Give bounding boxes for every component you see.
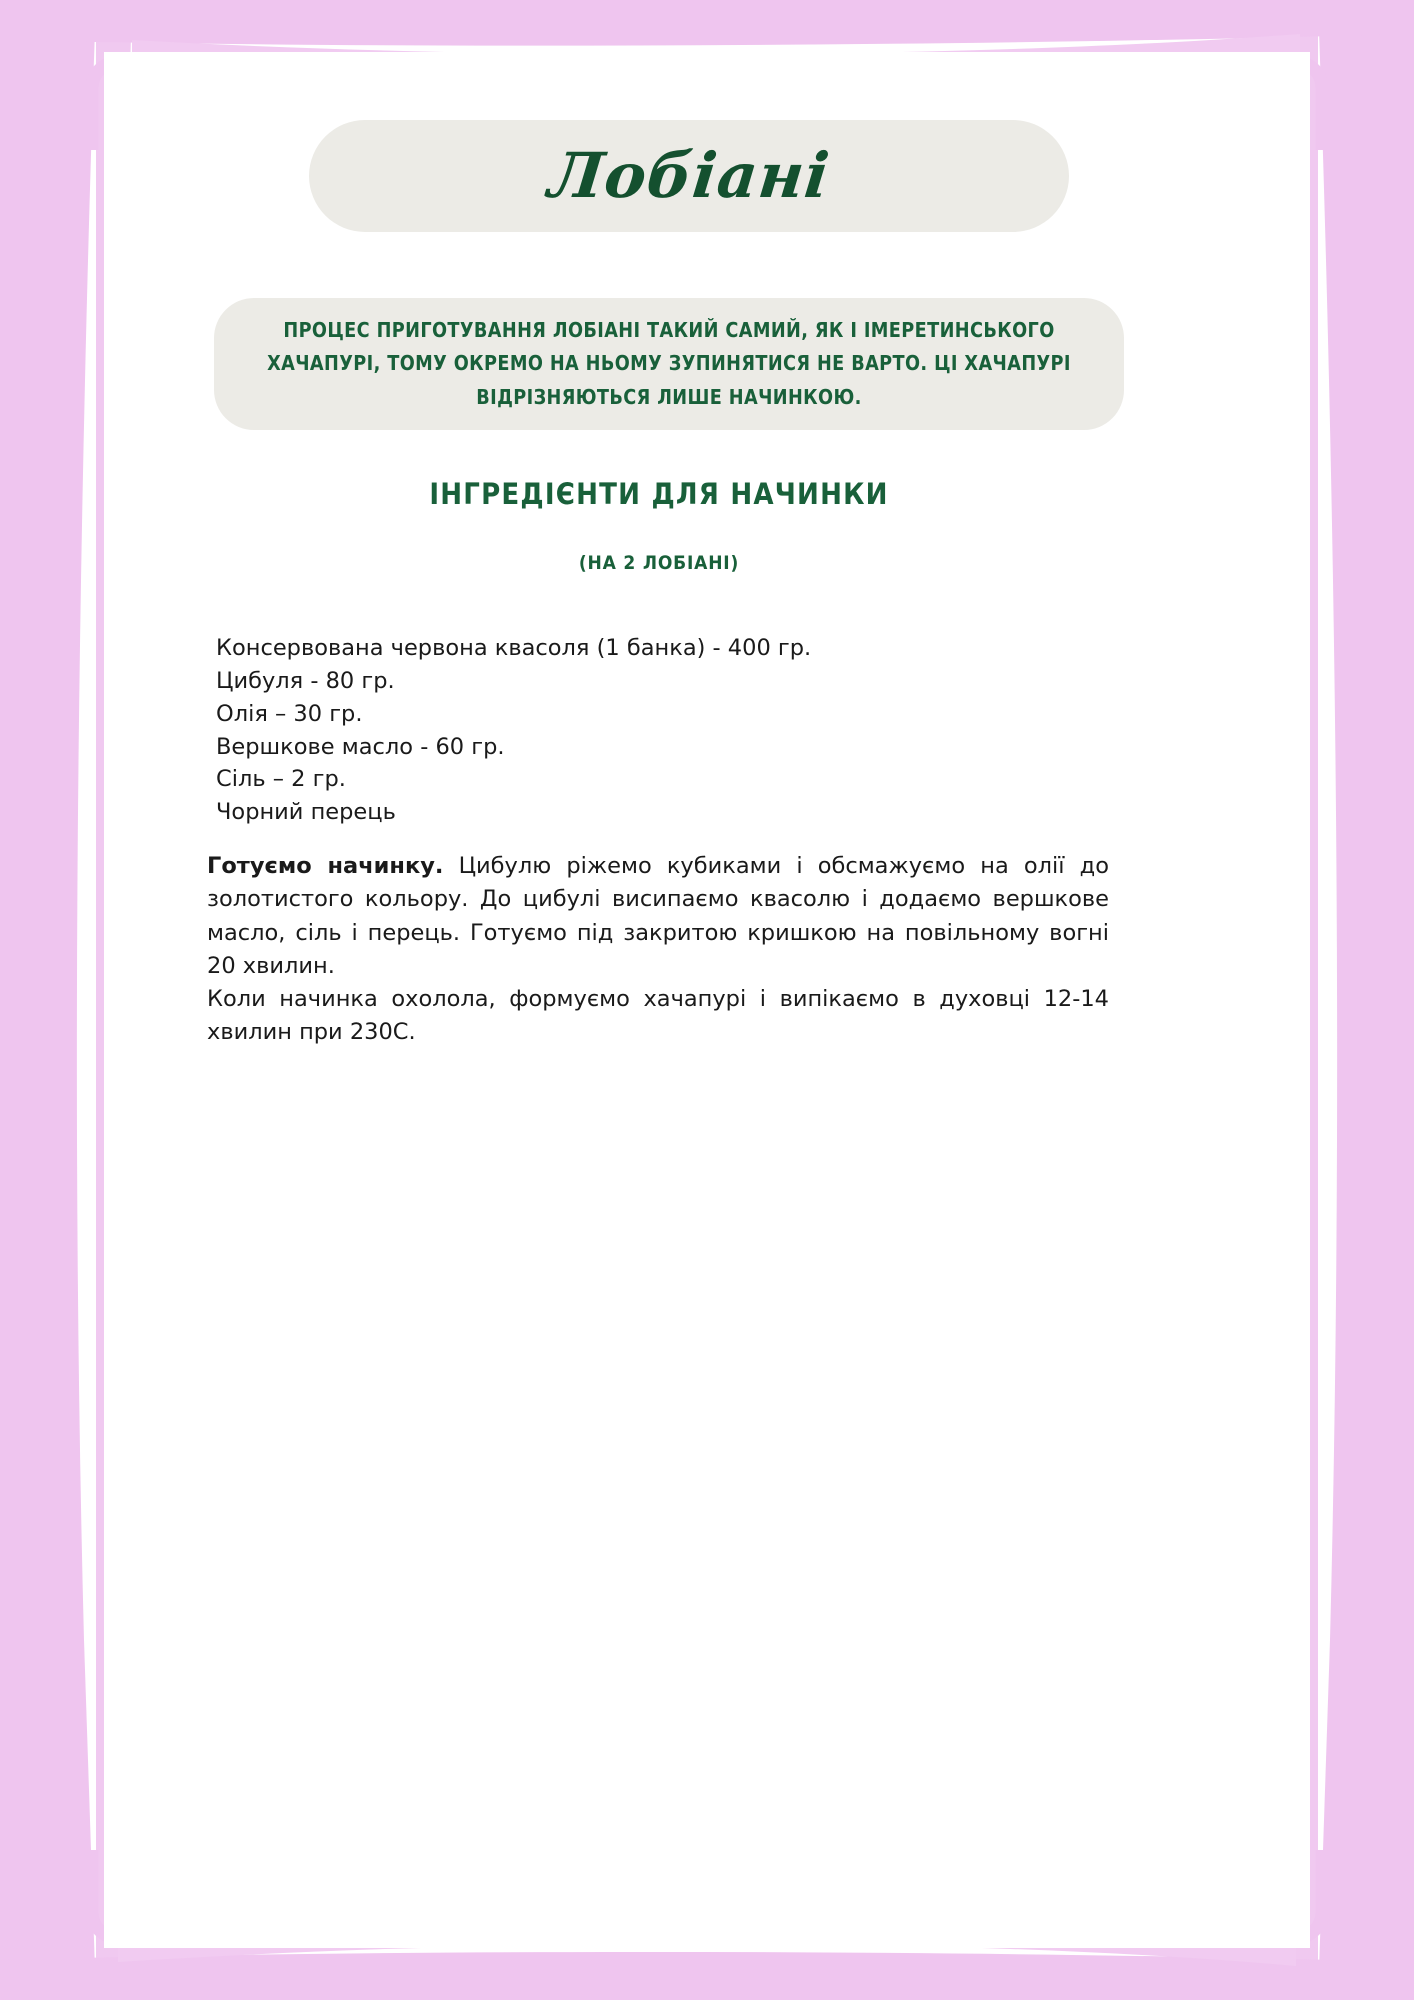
- frame-brush-left: [0, 0, 96, 2000]
- intro-panel: [214, 298, 1124, 430]
- list-item: Вершкове масло - 60 гр.: [216, 733, 505, 760]
- list-item: Консервована червона квасоля (1 банка) - 400 гр.: [216, 635, 812, 661]
- method-section: [207, 850, 1109, 1050]
- method-step-2: Коли начинка охолола, формуємо хачапурі і випікаємо в духовці 12-14 хвилин при 230С.: [207, 986, 1109, 1046]
- title-panel: [309, 120, 1069, 232]
- list-item: Олія – 30 гр.: [216, 700, 363, 727]
- method-step-1-body: Цибулю ріжемо кубиками і обсмажуємо на олії до золотистого кольору. До цибулі висипаємо квасолю і додаємо вершкове масло, сіль і перець. Готуємо під закритою кришкою на повільному вогні 20 хвилин.: [207, 853, 1109, 979]
- frame-brush-bottom: [0, 1952, 1414, 2000]
- method-step-1-label: Готуємо начинку.: [207, 853, 444, 879]
- list-item: Цибуля - 80 гр.: [216, 667, 395, 694]
- ingredients-subheading: (НА 2 ЛОБІАНІ): [578, 552, 740, 574]
- frame-brush-top: [0, 0, 1414, 46]
- ingredients-heading: ІНГРЕДІЄНТИ ДЛЯ НАЧИНКИ: [429, 477, 889, 511]
- frame-brush-right: [1318, 0, 1414, 2000]
- list-item: Сіль – 2 гр.: [216, 766, 346, 793]
- intro-text: ПРОЦЕС ПРИГОТУВАННЯ ЛОБІАНІ ТАКИЙ САМИЙ, ЯК І ІМЕРЕТИНСЬКОГО ХАЧАПУРІ, ТОМУ ОКРЕМО НА НЬОМУ ЗУПИНЯТИСЯ НЕ ВАРТО. ЦІ ХАЧАПУРІ ВІДРІЗНЯЮТЬСЯ ЛИШЕ НАЧИНКОЮ.: [267, 318, 1071, 409]
- list-item: Чорний перець: [216, 799, 396, 826]
- method-step-1: [207, 850, 1109, 983]
- page-title: Лобіані: [544, 139, 834, 212]
- content-sheet: [104, 52, 1310, 1948]
- ingredients-list: [216, 632, 1096, 829]
